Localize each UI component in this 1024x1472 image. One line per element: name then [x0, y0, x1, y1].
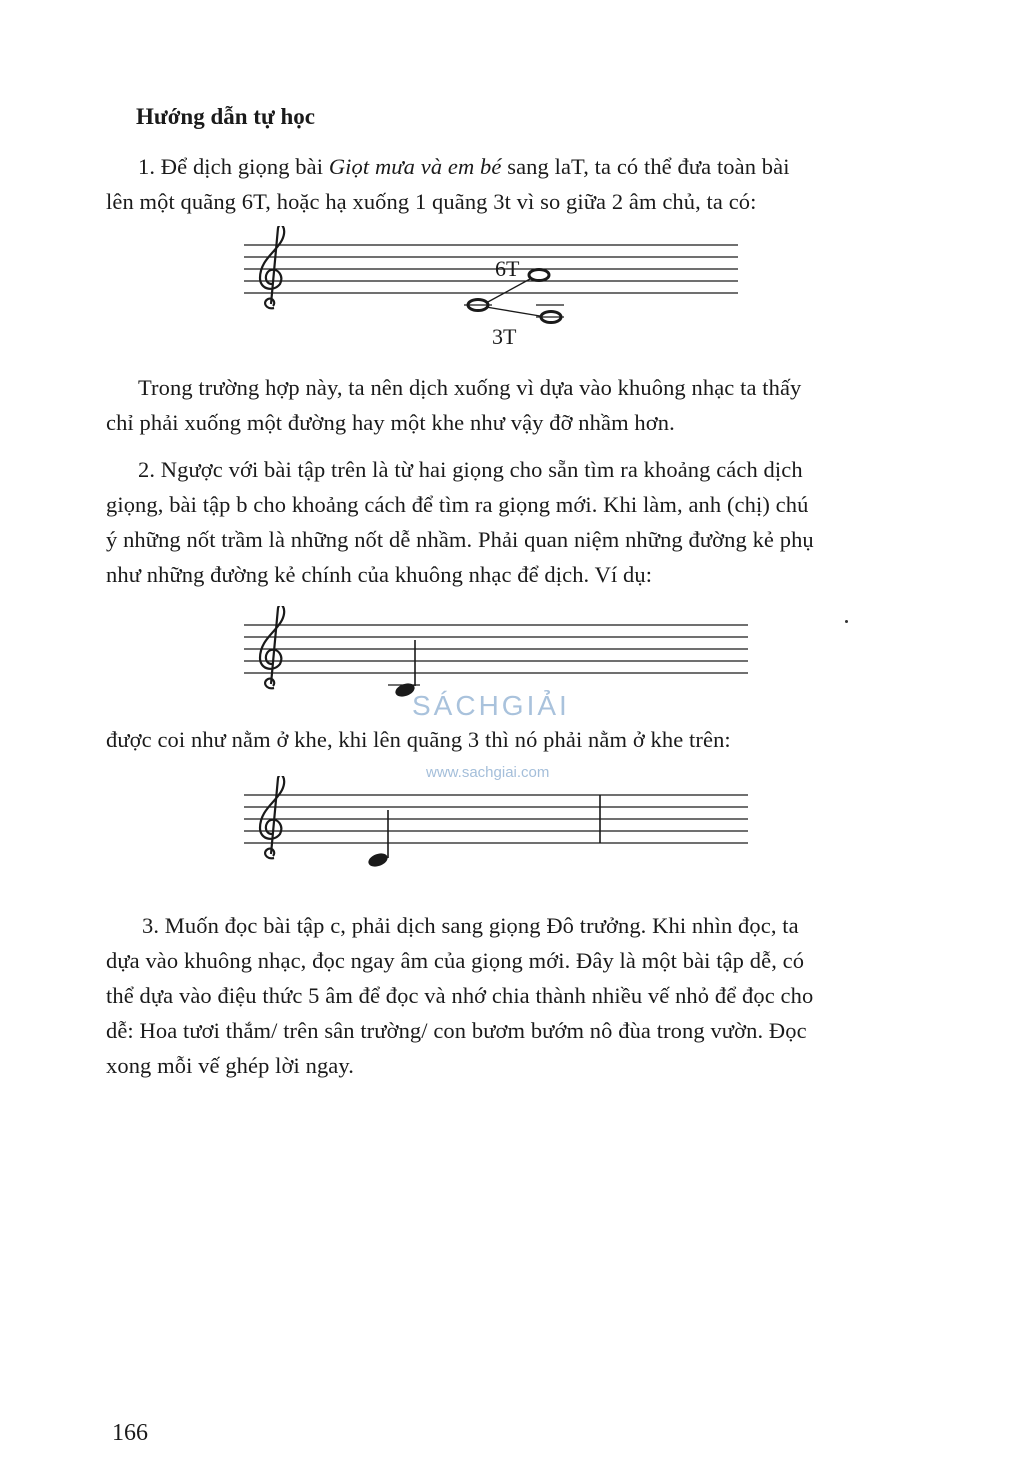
stray-mark — [845, 620, 848, 623]
paragraph-2 — [106, 370, 946, 440]
paragraph-3-line-1: 2. Ngược với bài tập trên là từ hai giọng cho sẵn tìm ra khoảng cách dịch — [138, 457, 803, 482]
paragraph-5-line-5: xong mỗi vế ghép lời ngay. — [106, 1053, 355, 1078]
music-staff-figure-3 — [240, 776, 760, 871]
watermark — [412, 690, 632, 780]
paragraph-3-line-4: như những đường kẻ chính của khuông nhạc để dịch. Ví dụ: — [106, 562, 653, 587]
paragraph-3 — [106, 452, 948, 592]
watermark-logo: SÁCHGIẢI — [412, 690, 570, 721]
music-staff-figure-2 — [240, 606, 760, 701]
paragraph-3-line-3: ý những nốt trầm là những nốt dễ nhầm. Phải quan niệm những đường kẻ phụ — [106, 527, 814, 552]
section-heading: Hướng dẫn tự học — [136, 104, 316, 129]
paragraph-5-line-4: dễ: Hoa tươi thắm/ trên sân trường/ con bươm bướm nô đùa trong vườn. Đọc — [106, 1018, 807, 1043]
treble-clef-icon — [260, 776, 284, 858]
paragraph-5-line-3: thể dựa vào điệu thức 5 âm để đọc và nhớ chia thành nhiều vế nhỏ để đọc cho — [106, 983, 814, 1008]
paragraph-5-line-2: dựa vào khuông nhạc, đọc ngay âm của giọng mới. Đây là một bài tập dễ, có — [106, 948, 805, 973]
song-title: Giọt mưa và em bé — [328, 154, 502, 179]
paragraph-2-line-2: chỉ phải xuống một đường hay một khe như vậy đỡ nhầm hơn. — [106, 410, 675, 435]
staff-lines — [244, 625, 748, 673]
interval-label-6t: 6T — [495, 256, 520, 281]
staff-lines — [244, 245, 738, 293]
note-a-lower — [536, 305, 564, 323]
treble-clef-icon — [260, 226, 284, 308]
page-number: 166 — [112, 1420, 148, 1446]
paragraph-1-line-1: 1. Để dịch giọng bài Giọt mưa và em bé sang laT, ta có thể đưa toàn bài — [138, 154, 790, 179]
paragraph-3-line-2: giọng, bài tập b cho khoảng cách để tìm ra giọng mới. Khi làm, anh (chị) chú — [106, 492, 809, 517]
interval-arrows — [486, 279, 540, 316]
paragraph-1-line-2: lên một quãng 6T, hoặc hạ xuống 1 quãng 3t vì so giữa 2 âm chủ, ta có: — [106, 189, 757, 214]
watermark-url: www.sachgiai.com — [426, 764, 550, 781]
paragraph-1 — [106, 149, 946, 219]
treble-clef-icon — [260, 606, 284, 688]
note-c-low — [464, 300, 492, 311]
paragraph-5-line-1: 3. Muốn đọc bài tập c, phải dịch sang giọng Đô trưởng. Khi nhìn đọc, ta — [142, 913, 799, 938]
paragraph-5 — [106, 908, 948, 1083]
paragraph-2-line-1: Trong trường hợp này, ta nên dịch xuống vì dựa vào khuông nhạc ta thấy — [138, 375, 802, 400]
paragraph-4-line-1: được coi như nằm ở khe, khi lên quãng 3 thì nó phải nằm ở khe trên: — [106, 727, 731, 752]
music-staff-figure-1 — [240, 226, 750, 351]
interval-label-3t: 3T — [492, 324, 517, 349]
staff-lines — [244, 795, 748, 843]
note-a-upper — [529, 270, 549, 281]
